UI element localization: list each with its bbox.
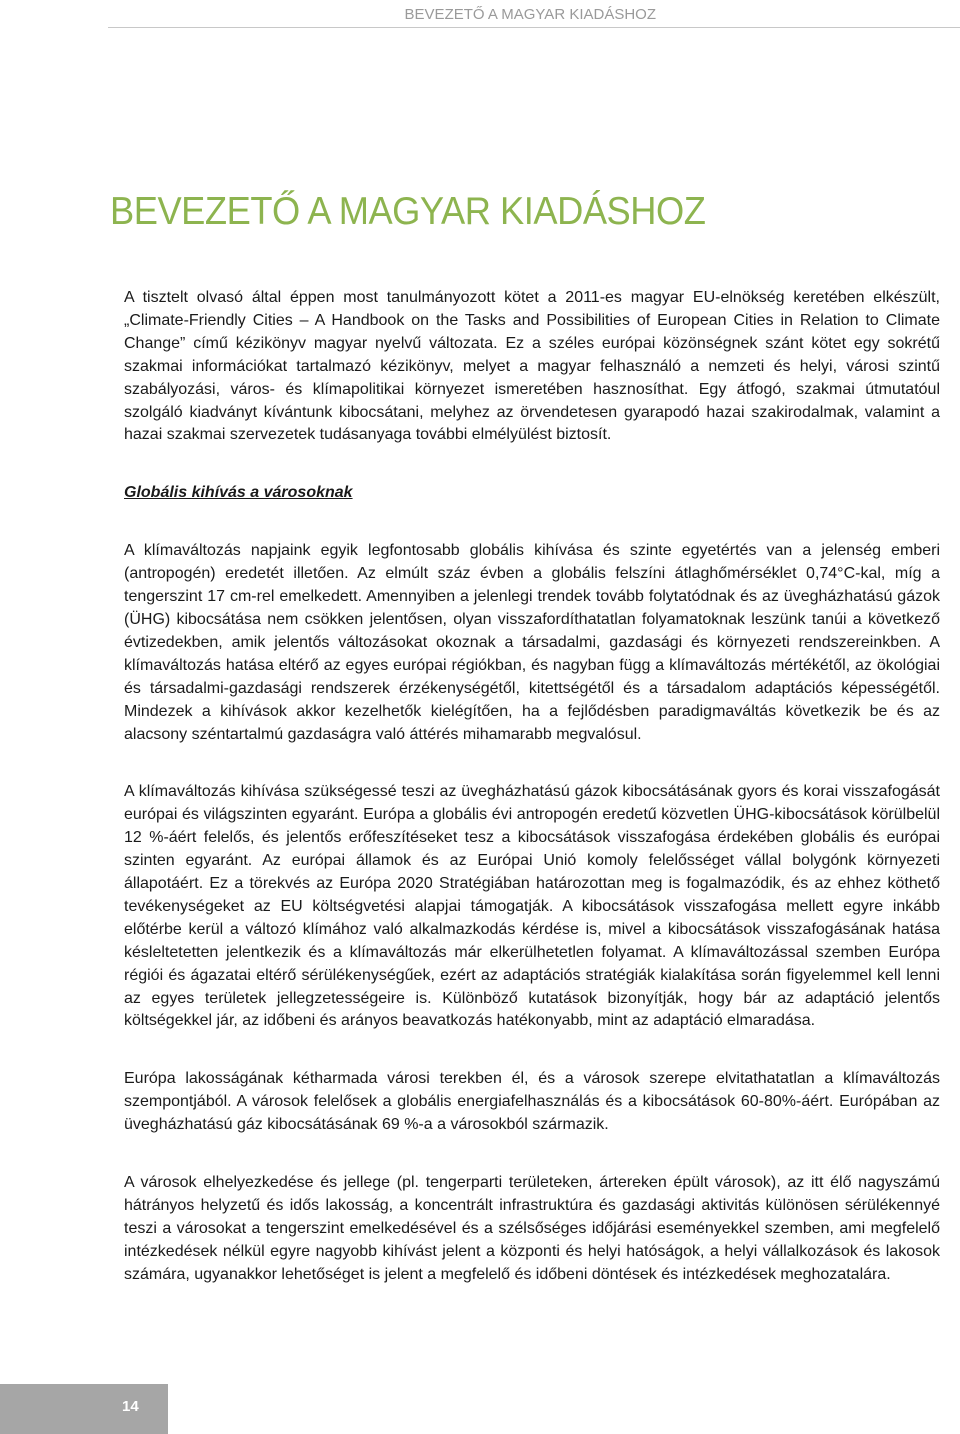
paragraph: A klímaváltozás napjaink egyik legfontosabb globális kihívása és szinte egyetértés van a jelenség emberi (antropogén) eredetét illetően. Az elmúlt száz évben a globális felszíni átlaghőmérséklet 0,74°C-kal, míg a tengerszint 17 cm-rel emelkedett. Amennyiben a jelenlegi trendek tovább folytatódnak és az üvegházhatású gázok (ÜHG) kibocsátása nem csökken jelentősen, olyan visszafordíthatatlan folyamatoknak leszünk tanúi a következő évtizedekben, amik jelentős változásokat okoznak a társadalmi, gazdasági és környezeti rendszereinkben. A klímaváltozás hatása eltérő az egyes európai régiókban, és nagyban függ a klímaváltozás mértékétől, az ökológiai és társadalmi-gazdasági rendszerek érzékenységétől, kitettségétől és a társadalom adaptációs képességétől. Mindezek a kihívások akkor kezelhetők kielégítően, ha a fejlődésben paradigmaváltás következik be és az alacsony széntartalmú gazdaságra való áttérés mihamarabb megvalósul. [124, 542, 940, 743]
page-title: BEVEZETŐ A MAGYAR KIADÁSHOZ [110, 190, 706, 233]
paragraph: A városok elhelyezkedése és jellege (pl. tengerparti területeken, ártereken épült városok), az itt élő nagyszámú hátrányos helyzetű és idős lakosság, a koncentrált infrastruktúra és gazdasági aktivitás különösen sérülékennyé teszi a városokat a tengerszint emelkedésével és a szélsőséges időjárási eseményekkel szemben, ami megfelelő intézkedések nélkül egyre nagyobb kihívást jelent a központi és helyi hatóságok, a helyi vállalkozások és lakosok számára, ugyanakkor lehetőséget is jelent a megfelelő és időbeni döntések és intézkedések meghozatalára. [124, 1174, 940, 1283]
body-text [124, 287, 940, 1322]
intro-paragraph: A tisztelt olvasó által éppen most tanulmányozott kötet a 2011-es magyar EU-elnökség keretében elkészült, „Climate-Friendly Cities – A Handbook on the Tasks and Possibilities of European Cities in Relation to Climate Change” című kézikönyv magyar nyelvű változata. Ez a széles európai közönségnek szánt kötet egy sokrétű szakmai információkat tartalmazó kézikönyv, melyet a magyar felhasználó a nemzeti és helyi, városi szintű szabályozási, város- és klímapolitikai környezet ismeretében hasznosíthat. Egy átfogó, szakmai útmutatóul szolgáló kiadványt kívántunk kibocsátani, melyhez az örvendetesen gyarapodó hazai szakirodalmak, valamint a hazai szakmai szervezetek tudásanyaga további elmélyülést biztosít. [124, 289, 940, 444]
paragraph: Európa lakosságának kétharmada városi terekben él, és a városok szerepe elvitathatatlan a klímaváltozás szempontjából. A városok felelősek a globális energiafelhasználás és a kibocsátások 60-80%-áért. Európában az üvegházhatású gáz kibocsátásának 69 %-a a városokból származik. [124, 1070, 940, 1134]
section-heading: Globális kihívás a városoknak [124, 484, 353, 502]
running-header [108, 4, 960, 28]
paragraph: A klímaváltozás kihívása szükségessé teszi az üvegházhatású gázok kibocsátásának gyors és korai visszafogását európai és világszinten egyaránt. Európa a globális évi antropogén eredetű közvetlen ÜHG-kibocsátások körülbelül 12 %-áért felelős, és jelentős erőfeszítéseket tesz a kibocsátások visszafogása érdekében globális és európai szinten egyaránt. Az európai államok és az Európai Unió komoly felelősséget vállal bolygónk környezeti állapotáért. Ez a törekvés az Európa 2020 Stratégiában határozottan meg is fogalmazódik, és az ehhez köthető tevékenységeket az EU költségvetési alapjai támogatják. A kibocsátások visszafogása mellett egyre inkább előtérbe kerül a változó klímához való alkalmazkodás kérdése is, mivel a kibocsátások visszafogásának hatása késleltetetten jelentkezik és a klímaváltozás már elkerülhetetlen folyamat. A klímaváltozással szemben Európa régiói és ágazatai eltérő sérülékenységűek, ezért az adaptációs stratégiák kialakítása során figyelemmel kell lenni az egyes területek jellegzetességeire is. Különböző kutatások bizonyítják, hogy bár az adaptáció jelentős költségekkel jár, az időbeni és arányos beavatkozás hatékonyabb, mint az adaptáció elmaradása. [124, 783, 940, 1030]
running-header-title: BEVEZETŐ A MAGYAR KIADÁSHOZ [404, 6, 656, 23]
page-number-box [0, 1384, 168, 1434]
page-number: 14 [122, 1398, 139, 1415]
